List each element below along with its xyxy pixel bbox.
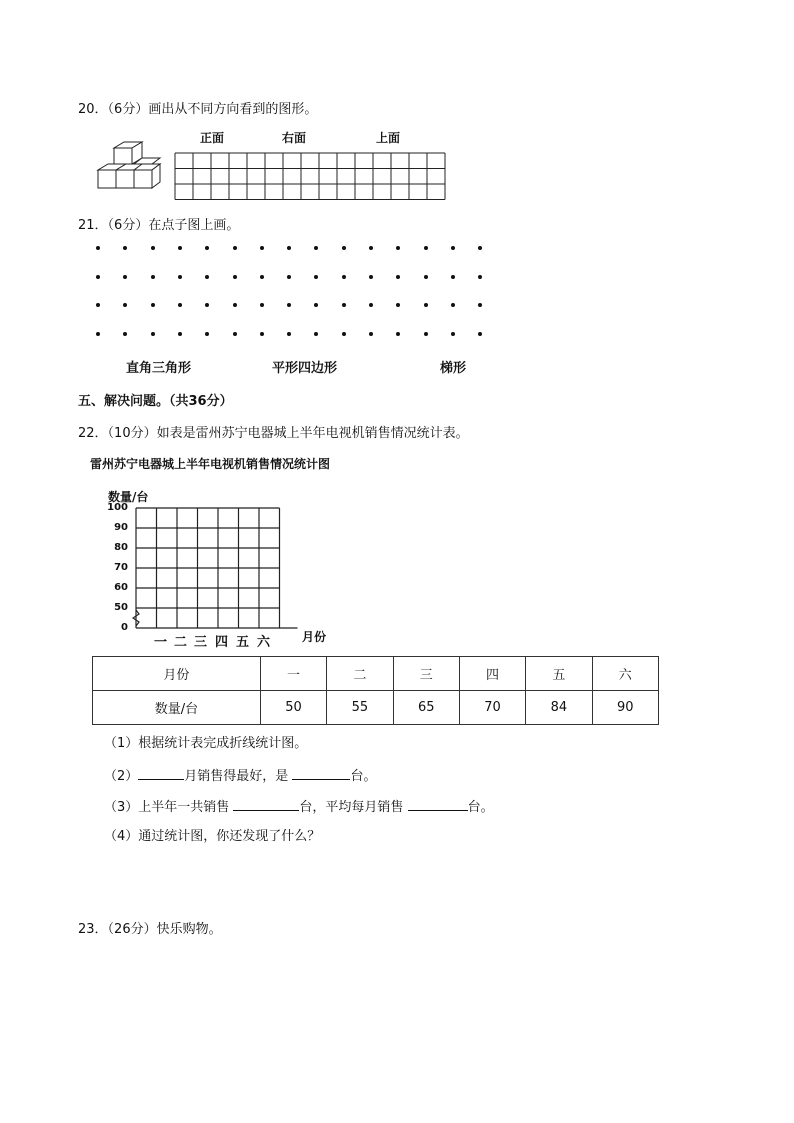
sales-table xyxy=(92,656,659,725)
q22-sub3-prefix: （3）上半年一共销售 xyxy=(104,800,230,815)
grid-dot[interactable] xyxy=(451,332,455,336)
grid-dot[interactable] xyxy=(424,275,428,279)
grid-dot[interactable] xyxy=(342,246,346,250)
table-header-cell: 月份 xyxy=(93,657,261,691)
grid-dot[interactable] xyxy=(260,332,264,336)
label-right-triangle: 直角三角形 xyxy=(126,361,192,376)
grid-dot[interactable] xyxy=(287,303,291,307)
grid-dot[interactable] xyxy=(369,332,373,336)
grid-dot[interactable] xyxy=(151,246,155,250)
table-cell: 55 xyxy=(327,691,393,725)
xtick-2: 二 xyxy=(174,635,188,650)
xtick-6: 六 xyxy=(257,635,271,650)
q22-sub1: （1）根据统计表完成折线统计图。 xyxy=(104,736,308,751)
section-title: 五、解决问题。（共36分） xyxy=(78,394,233,409)
table-header-cell: 三 xyxy=(393,657,459,691)
q22-sub2-prefix: （2） xyxy=(104,769,139,784)
dot-grid[interactable] xyxy=(96,246,500,346)
table-header-row xyxy=(93,657,659,691)
grid-dot[interactable] xyxy=(287,332,291,336)
view-label-front: 正面 xyxy=(200,131,225,145)
label-trapezoid: 梯形 xyxy=(440,361,467,376)
grid-dot[interactable] xyxy=(478,246,482,250)
grid-dot[interactable] xyxy=(123,332,127,336)
chart-title: 雷州苏宁电器城上半年电视机销售情况统计图 xyxy=(90,457,331,471)
view-drawing-grid[interactable] xyxy=(174,152,446,202)
grid-dot[interactable] xyxy=(287,275,291,279)
grid-dot[interactable] xyxy=(233,303,237,307)
table-header-cell: 一 xyxy=(260,657,326,691)
grid-dot[interactable] xyxy=(369,246,373,250)
ytick-90: 90 xyxy=(114,522,128,533)
grid-dot[interactable] xyxy=(478,332,482,336)
grid-dot[interactable] xyxy=(260,275,264,279)
ytick-50: 50 xyxy=(114,602,128,613)
table-cell: 50 xyxy=(260,691,326,725)
table-cell: 70 xyxy=(459,691,525,725)
grid-dot[interactable] xyxy=(478,303,482,307)
grid-dot[interactable] xyxy=(260,303,264,307)
answer-blank-total[interactable] xyxy=(233,797,299,811)
table-row xyxy=(93,691,659,725)
cube-stack-figure xyxy=(94,138,166,196)
grid-dot[interactable] xyxy=(205,246,209,250)
grid-dot[interactable] xyxy=(314,275,318,279)
grid-dot[interactable] xyxy=(233,275,237,279)
q22-sub3 xyxy=(104,797,494,817)
grid-dot[interactable] xyxy=(178,275,182,279)
grid-dot[interactable] xyxy=(424,246,428,250)
xtick-3: 三 xyxy=(194,635,208,650)
grid-dot[interactable] xyxy=(396,275,400,279)
q22-text: 22．（10分）如表是雷州苏宁电器城上半年电视机销售情况统计表。 xyxy=(78,426,469,441)
grid-dot[interactable] xyxy=(96,275,100,279)
label-parallelogram: 平形四边形 xyxy=(272,361,338,376)
xtick-4: 四 xyxy=(215,635,229,650)
grid-dot[interactable] xyxy=(233,246,237,250)
ytick-0: 0 xyxy=(121,622,128,633)
grid-dot[interactable] xyxy=(451,275,455,279)
grid-dot[interactable] xyxy=(260,246,264,250)
grid-dot[interactable] xyxy=(96,246,100,250)
grid-dot[interactable] xyxy=(396,246,400,250)
grid-dot[interactable] xyxy=(178,303,182,307)
answer-blank-average[interactable] xyxy=(408,797,468,811)
grid-dot[interactable] xyxy=(151,332,155,336)
grid-dot[interactable] xyxy=(96,332,100,336)
grid-dot[interactable] xyxy=(314,303,318,307)
grid-dot[interactable] xyxy=(342,332,346,336)
grid-dot[interactable] xyxy=(342,275,346,279)
ytick-80: 80 xyxy=(114,542,128,553)
grid-dot[interactable] xyxy=(205,332,209,336)
table-header-cell: 六 xyxy=(592,657,658,691)
view-label-top: 上面 xyxy=(376,131,401,145)
grid-dot[interactable] xyxy=(396,303,400,307)
table-cell: 65 xyxy=(393,691,459,725)
grid-dot[interactable] xyxy=(451,246,455,250)
table-row-label: 数量/台 xyxy=(93,691,261,725)
answer-blank-best-amount[interactable] xyxy=(292,766,350,780)
chart-xlabel: 月份 xyxy=(302,630,327,644)
q20-text: 20．（6分）画出从不同方向看到的图形。 xyxy=(78,102,318,117)
grid-dot[interactable] xyxy=(478,275,482,279)
q22-sub3-mid: 台，平均每月销售 xyxy=(299,800,404,815)
q22-sub2 xyxy=(104,766,376,786)
xtick-5: 五 xyxy=(236,635,250,650)
grid-dot[interactable] xyxy=(396,332,400,336)
grid-dot[interactable] xyxy=(369,275,373,279)
grid-dot[interactable] xyxy=(342,303,346,307)
grid-dot[interactable] xyxy=(96,303,100,307)
grid-dot[interactable] xyxy=(123,303,127,307)
table-header-cell: 二 xyxy=(327,657,393,691)
grid-dot[interactable] xyxy=(369,303,373,307)
grid-dot[interactable] xyxy=(314,246,318,250)
table-cell: 90 xyxy=(592,691,658,725)
q22-sub4: （4）通过统计图，你还发现了什么？ xyxy=(104,829,321,844)
grid-dot[interactable] xyxy=(424,332,428,336)
xtick-1: 一 xyxy=(154,635,168,650)
ytick-70: 70 xyxy=(114,562,128,573)
answer-blank-month[interactable] xyxy=(138,766,184,780)
ytick-100: 100 xyxy=(107,502,128,513)
table-header-cell: 四 xyxy=(459,657,525,691)
line-chart-grid[interactable] xyxy=(132,500,302,640)
ytick-60: 60 xyxy=(114,582,128,593)
view-label-right: 右面 xyxy=(282,131,307,145)
grid-dot[interactable] xyxy=(178,332,182,336)
grid-dot[interactable] xyxy=(151,275,155,279)
grid-dot[interactable] xyxy=(314,332,318,336)
grid-dot[interactable] xyxy=(123,246,127,250)
grid-dot[interactable] xyxy=(123,275,127,279)
grid-dot[interactable] xyxy=(451,303,455,307)
grid-dot[interactable] xyxy=(233,332,237,336)
q22-sub2-suffix: 台。 xyxy=(350,769,377,784)
table-header-cell: 五 xyxy=(526,657,592,691)
grid-dot[interactable] xyxy=(205,303,209,307)
table-cell: 84 xyxy=(526,691,592,725)
grid-dot[interactable] xyxy=(424,303,428,307)
grid-dot[interactable] xyxy=(287,246,291,250)
grid-dot[interactable] xyxy=(205,275,209,279)
grid-dot[interactable] xyxy=(178,246,182,250)
grid-dot[interactable] xyxy=(151,303,155,307)
q23-text: 23．（26分）快乐购物。 xyxy=(78,922,222,937)
q22-sub2-mid: 月销售得最好，是 xyxy=(184,769,289,784)
q21-text: 21．（6分）在点子图上画。 xyxy=(78,218,240,233)
chart-ylabel: 数量/台 xyxy=(108,490,149,504)
q22-sub3-suffix: 台。 xyxy=(467,800,494,815)
